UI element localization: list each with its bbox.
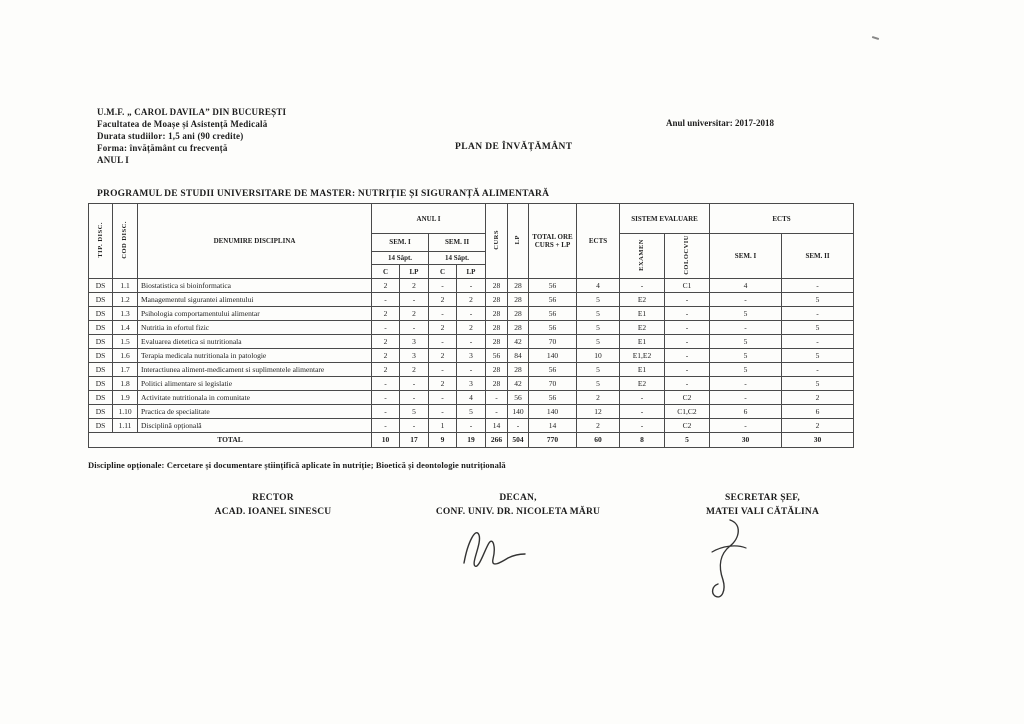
total-colocviu: 5 — [665, 432, 710, 447]
cell-colocviu: - — [665, 348, 710, 362]
cell-cod: 1.11 — [113, 418, 138, 432]
cell-lp: 28 — [508, 320, 529, 334]
cell-s2lp: 2 — [457, 292, 486, 306]
institution-name: U.M.F. „ CAROL DAVILA” DIN BUCUREȘTI — [97, 107, 287, 117]
cell-s2lp: 3 — [457, 348, 486, 362]
cell-ects: 5 — [577, 306, 620, 320]
cell-tip: DS — [89, 376, 113, 390]
cell-s2c: 1 — [429, 418, 457, 432]
decan-name: CONF. UNIV. DR. NICOLETA MĂRU — [435, 507, 601, 517]
cell-tip: DS — [89, 418, 113, 432]
cell-denumire: Biostatistica si bioinformatica — [138, 278, 372, 292]
col-header-examen — [620, 234, 665, 279]
study-form: Forma: învățământ cu frecvență — [97, 143, 228, 153]
cell-lp: - — [508, 418, 529, 432]
cell-curs: 28 — [486, 320, 508, 334]
cell-denumire: Terapia medicala nutritionala in patologie — [138, 348, 372, 362]
col-header-lp-total — [508, 204, 529, 279]
curriculum-table — [88, 203, 854, 448]
signature-block-secretar — [655, 491, 870, 519]
cell-lp: 84 — [508, 348, 529, 362]
cell-s1c: - — [372, 390, 400, 404]
cell-s1lp: 5 — [400, 404, 429, 418]
col-header-sistem-evaluare: SISTEM EVALUARE — [620, 204, 710, 234]
table-row — [89, 292, 854, 306]
cell-lp: 140 — [508, 404, 529, 418]
table-row — [89, 390, 854, 404]
total-ects_s2: 30 — [782, 432, 854, 447]
total-s2c: 9 — [429, 432, 457, 447]
table-total-row — [89, 432, 854, 447]
cell-s1lp: 2 — [400, 306, 429, 320]
cell-s2lp: 3 — [457, 376, 486, 390]
cell-ects_s2: 2 — [782, 390, 854, 404]
cell-tip: DS — [89, 278, 113, 292]
cell-cod: 1.10 — [113, 404, 138, 418]
cell-lp: 56 — [508, 390, 529, 404]
cell-ects_s2: 5 — [782, 292, 854, 306]
cod-disc-label: COD DISC. — [121, 221, 128, 259]
cell-colocviu: C2 — [665, 390, 710, 404]
cell-ects_s1: 5 — [710, 334, 782, 348]
cell-colocviu: C1,C2 — [665, 404, 710, 418]
total-examen: 8 — [620, 432, 665, 447]
cell-total: 56 — [529, 292, 577, 306]
lp-total-label: LP — [514, 235, 521, 245]
table-row — [89, 278, 854, 292]
cell-colocviu: - — [665, 362, 710, 376]
optional-disciplines-note: Discipline opționale: Cercetare și documentare științifică aplicate în nutriție; Bioetică și deontologie nutrițională — [88, 460, 506, 470]
cell-s1lp: 3 — [400, 334, 429, 348]
cell-cod: 1.3 — [113, 306, 138, 320]
cell-s1c: - — [372, 292, 400, 306]
total-label: TOTAL — [89, 432, 372, 447]
cell-ects: 5 — [577, 376, 620, 390]
cell-s1lp: - — [400, 292, 429, 306]
col-header-ects-right: ECTS — [710, 204, 854, 234]
cell-total: 140 — [529, 404, 577, 418]
cell-s2lp: - — [457, 278, 486, 292]
col-header-total-ore: TOTAL ORE CURS + LP — [529, 204, 577, 279]
col-header-anul: ANUL I — [372, 204, 486, 234]
cell-cod: 1.8 — [113, 376, 138, 390]
col-header-sem1: SEM. I — [372, 234, 429, 252]
cell-s2c: - — [429, 362, 457, 376]
program-title: PROGRAMUL DE STUDII UNIVERSITARE DE MASTER: NUTRIȚIE ȘI SIGURANȚĂ ALIMENTARĂ — [97, 189, 550, 199]
cell-s2c: 2 — [429, 376, 457, 390]
table-row — [89, 334, 854, 348]
cell-ects: 2 — [577, 418, 620, 432]
cell-curs: - — [486, 390, 508, 404]
faculty-name: Facultatea de Moașe și Asistență Medicală — [97, 119, 268, 129]
total-lp: 504 — [508, 432, 529, 447]
cell-curs: 56 — [486, 348, 508, 362]
scan-artifact-mark — [872, 36, 879, 40]
cell-cod: 1.6 — [113, 348, 138, 362]
cell-cod: 1.7 — [113, 362, 138, 376]
cell-s1c: - — [372, 320, 400, 334]
col-header-lp2: LP — [457, 265, 486, 278]
cell-ects: 5 — [577, 362, 620, 376]
cell-ects_s2: 5 — [782, 376, 854, 390]
cell-ects_s1: 5 — [710, 348, 782, 362]
table-row — [89, 376, 854, 390]
cell-s1c: 2 — [372, 348, 400, 362]
study-duration: Durata studiilor: 1,5 ani (90 credite) — [97, 131, 244, 141]
table-row — [89, 362, 854, 376]
cell-examen: E1 — [620, 362, 665, 376]
col-header-tip-disc — [89, 204, 113, 279]
cell-ects_s1: 5 — [710, 306, 782, 320]
cell-s2c: 2 — [429, 292, 457, 306]
cell-curs: 28 — [486, 306, 508, 320]
cell-denumire: Interactiunea aliment-medicament si suplimentele alimentare — [138, 362, 372, 376]
cell-denumire: Politici alimentare si legislatie — [138, 376, 372, 390]
rector-name: ACAD. IOANEL SINESCU — [214, 507, 332, 517]
cell-lp: 28 — [508, 306, 529, 320]
cell-s1c: 2 — [372, 334, 400, 348]
cell-ects: 5 — [577, 292, 620, 306]
cell-ects: 5 — [577, 320, 620, 334]
total-ects_s1: 30 — [710, 432, 782, 447]
cell-denumire: Managementul sigurantei alimentului — [138, 292, 372, 306]
cell-total: 14 — [529, 418, 577, 432]
col-header-curs-total — [486, 204, 508, 279]
cell-ects_s2: 5 — [782, 320, 854, 334]
cell-s2lp: - — [457, 362, 486, 376]
plan-title: PLAN DE ÎNVĂȚĂMÂNT — [455, 142, 573, 152]
cell-s2c: - — [429, 306, 457, 320]
cell-total: 140 — [529, 348, 577, 362]
cell-s1lp: - — [400, 320, 429, 334]
cell-examen: E2 — [620, 292, 665, 306]
table-row — [89, 404, 854, 418]
total-curs: 266 — [486, 432, 508, 447]
col-header-colocviu — [665, 234, 710, 279]
cell-colocviu: C2 — [665, 418, 710, 432]
cell-lp: 28 — [508, 362, 529, 376]
cell-ects: 2 — [577, 390, 620, 404]
col-header-sem2: SEM. II — [429, 234, 486, 252]
cell-denumire: Practica de specialitate — [138, 404, 372, 418]
total-s1lp: 17 — [400, 432, 429, 447]
cell-s2lp: 5 — [457, 404, 486, 418]
cell-ects_s1: 5 — [710, 362, 782, 376]
cell-ects_s1: - — [710, 292, 782, 306]
cell-examen: - — [620, 418, 665, 432]
cell-lp: 42 — [508, 376, 529, 390]
cell-ects_s2: - — [782, 306, 854, 320]
cell-ects: 5 — [577, 334, 620, 348]
cell-ects_s1: - — [710, 376, 782, 390]
cell-ects_s2: - — [782, 278, 854, 292]
cell-cod: 1.9 — [113, 390, 138, 404]
cell-s1c: 2 — [372, 306, 400, 320]
cell-s2lp: - — [457, 306, 486, 320]
cell-denumire: Disciplină opțională — [138, 418, 372, 432]
cell-s1c: - — [372, 376, 400, 390]
total-ects: 60 — [577, 432, 620, 447]
cell-ects_s2: - — [782, 334, 854, 348]
table-row — [89, 320, 854, 334]
col-header-c1: C — [372, 265, 400, 278]
decan-title: DECAN, — [499, 493, 537, 503]
cell-s1lp: - — [400, 376, 429, 390]
cell-denumire: Activitate nutritionala in comunitate — [138, 390, 372, 404]
cell-s1lp: 2 — [400, 362, 429, 376]
cell-ects_s2: 5 — [782, 348, 854, 362]
cell-colocviu: - — [665, 334, 710, 348]
cell-examen: E2 — [620, 376, 665, 390]
cell-cod: 1.5 — [113, 334, 138, 348]
cell-ects_s1: 6 — [710, 404, 782, 418]
cell-ects: 12 — [577, 404, 620, 418]
col-header-weeks-sem1: 14 Săpt. — [372, 251, 429, 264]
document-header — [97, 106, 286, 166]
colocviu-label: COLOCVIU — [683, 235, 690, 275]
cell-tip: DS — [89, 334, 113, 348]
cell-lp: 42 — [508, 334, 529, 348]
signature-block-rector — [168, 491, 378, 519]
cell-curs: 28 — [486, 376, 508, 390]
year-label: ANUL I — [97, 155, 129, 165]
secretar-name: MATEI VALI CĂTĂLINA — [705, 507, 820, 517]
cell-s1c: 2 — [372, 362, 400, 376]
cell-total: 70 — [529, 334, 577, 348]
total-total: 770 — [529, 432, 577, 447]
cell-total: 56 — [529, 306, 577, 320]
cell-colocviu: - — [665, 376, 710, 390]
col-header-weeks-sem2: 14 Săpt. — [429, 251, 486, 264]
cell-colocviu: C1 — [665, 278, 710, 292]
cell-examen: E2 — [620, 320, 665, 334]
cell-cod: 1.2 — [113, 292, 138, 306]
cell-curs: 14 — [486, 418, 508, 432]
cell-curs: 28 — [486, 278, 508, 292]
cell-tip: DS — [89, 404, 113, 418]
secretar-signature-scribble — [700, 514, 756, 606]
cell-denumire: Evaluarea dietetica si nutritionala — [138, 334, 372, 348]
cell-s1lp: - — [400, 390, 429, 404]
cell-total: 56 — [529, 278, 577, 292]
col-header-ects: ECTS — [577, 204, 620, 279]
table-header — [89, 204, 854, 279]
cell-tip: DS — [89, 390, 113, 404]
cell-s1lp: - — [400, 418, 429, 432]
cell-ects: 4 — [577, 278, 620, 292]
secretar-title: SECRETAR ȘEF, — [725, 493, 800, 503]
cell-ects_s1: - — [710, 390, 782, 404]
cell-examen: E1 — [620, 334, 665, 348]
cell-tip: DS — [89, 362, 113, 376]
cell-s2c: - — [429, 404, 457, 418]
col-header-cod-disc — [113, 204, 138, 279]
table-row — [89, 306, 854, 320]
cell-total: 56 — [529, 390, 577, 404]
cell-tip: DS — [89, 320, 113, 334]
col-header-ects-sem1: SEM. I — [710, 234, 782, 279]
cell-examen: E1 — [620, 306, 665, 320]
cell-colocviu: - — [665, 306, 710, 320]
cell-s2lp: 2 — [457, 320, 486, 334]
cell-s1lp: 3 — [400, 348, 429, 362]
col-header-ects-sem2: SEM. II — [782, 234, 854, 279]
cell-ects_s1: - — [710, 320, 782, 334]
cell-examen: - — [620, 278, 665, 292]
cell-denumire: Nutritia in efortul fizic — [138, 320, 372, 334]
rector-title: RECTOR — [252, 493, 294, 503]
cell-s2lp: - — [457, 418, 486, 432]
cell-curs: - — [486, 404, 508, 418]
cell-examen: - — [620, 390, 665, 404]
cell-colocviu: - — [665, 292, 710, 306]
cell-s2c: 2 — [429, 348, 457, 362]
total-s2lp: 19 — [457, 432, 486, 447]
cell-curs: 28 — [486, 362, 508, 376]
total-s1c: 10 — [372, 432, 400, 447]
cell-total: 56 — [529, 320, 577, 334]
cell-ects_s2: 6 — [782, 404, 854, 418]
cell-s2lp: - — [457, 334, 486, 348]
cell-cod: 1.1 — [113, 278, 138, 292]
signature-block-decan — [393, 491, 643, 519]
cell-ects_s2: - — [782, 362, 854, 376]
col-header-denumire: DENUMIRE DISCIPLINA — [138, 204, 372, 279]
cell-curs: 28 — [486, 334, 508, 348]
cell-s1c: - — [372, 418, 400, 432]
cell-s1c: 2 — [372, 278, 400, 292]
examen-label: EXAMEN — [638, 238, 645, 271]
academic-year: Anul universitar: 2017-2018 — [666, 118, 774, 128]
cell-examen: E1,E2 — [620, 348, 665, 362]
col-header-c2: C — [429, 265, 457, 278]
tip-disc-label: TIP. DISC. — [96, 222, 104, 258]
cell-ects: 10 — [577, 348, 620, 362]
cell-total: 56 — [529, 362, 577, 376]
cell-s2c: - — [429, 390, 457, 404]
cell-s1c: - — [372, 404, 400, 418]
cell-colocviu: - — [665, 320, 710, 334]
cell-denumire: Psihologia comportamentului alimentar — [138, 306, 372, 320]
cell-tip: DS — [89, 348, 113, 362]
cell-examen: - — [620, 404, 665, 418]
decan-signature-scribble — [458, 521, 530, 579]
table-row — [89, 348, 854, 362]
cell-total: 70 — [529, 376, 577, 390]
cell-lp: 28 — [508, 292, 529, 306]
cell-ects_s2: 2 — [782, 418, 854, 432]
col-header-lp1: LP — [400, 265, 429, 278]
cell-tip: DS — [89, 292, 113, 306]
cell-s2lp: 4 — [457, 390, 486, 404]
curs-total-label: CURS — [492, 230, 500, 250]
cell-ects_s1: 4 — [710, 278, 782, 292]
cell-s2c: 2 — [429, 320, 457, 334]
cell-ects_s1: - — [710, 418, 782, 432]
cell-tip: DS — [89, 306, 113, 320]
table-row — [89, 418, 854, 432]
cell-curs: 28 — [486, 292, 508, 306]
cell-s2c: - — [429, 334, 457, 348]
cell-s1lp: 2 — [400, 278, 429, 292]
cell-cod: 1.4 — [113, 320, 138, 334]
cell-s2c: - — [429, 278, 457, 292]
table-body — [89, 278, 854, 447]
cell-lp: 28 — [508, 278, 529, 292]
